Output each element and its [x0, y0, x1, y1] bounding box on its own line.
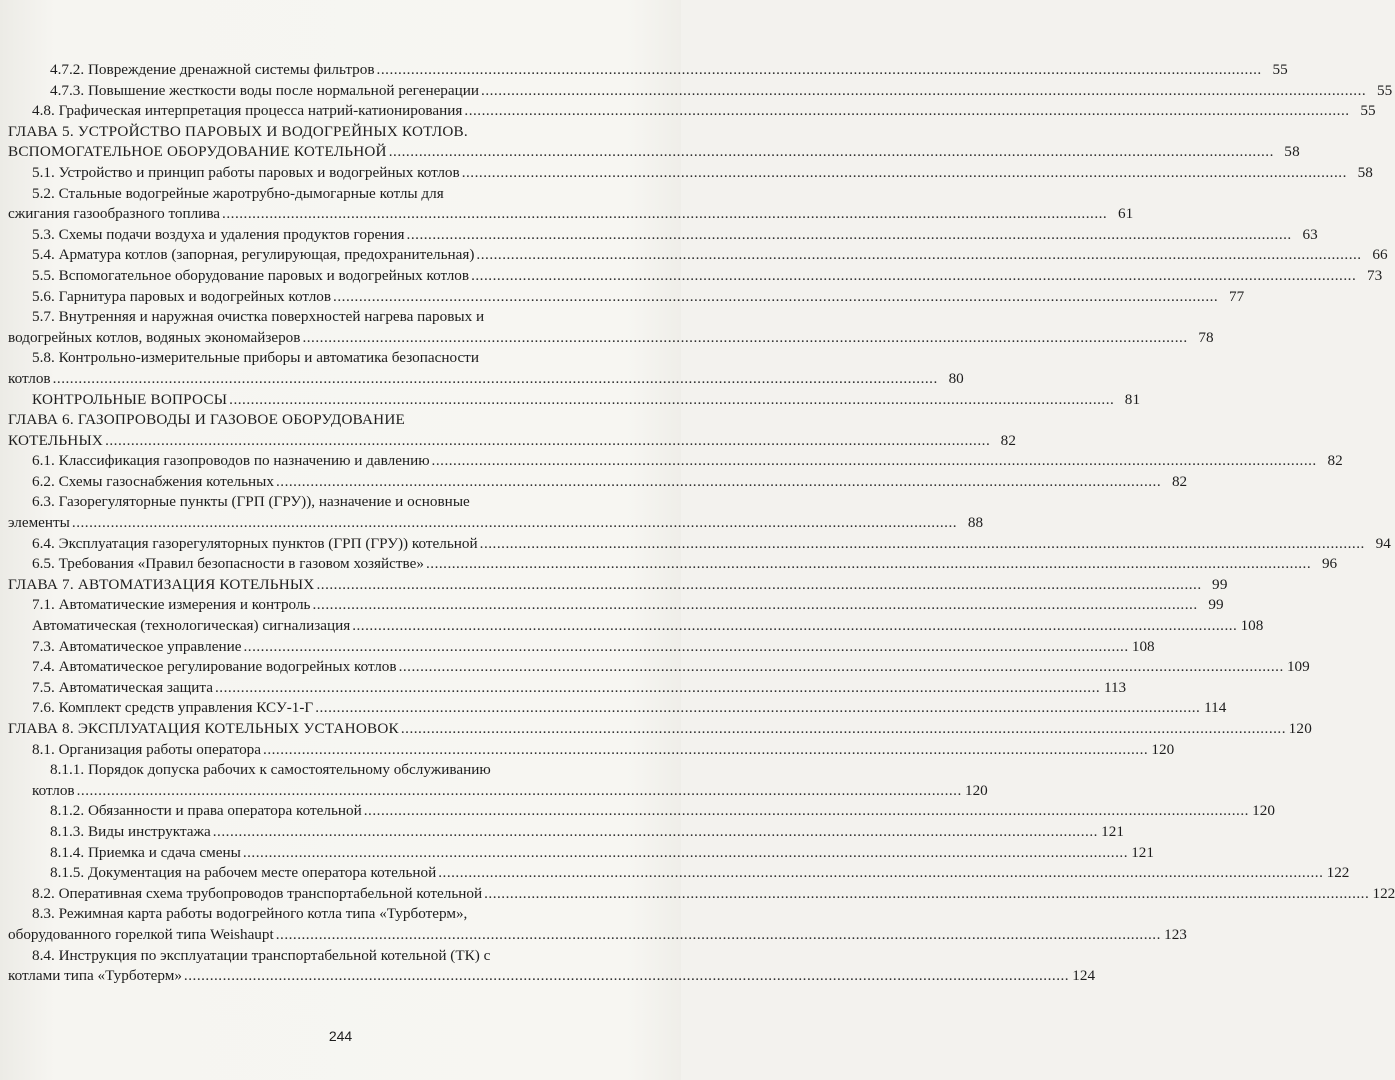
toc-entry [8, 863, 1350, 884]
toc-entry-title: 7.1. Автоматические измерения и контроль [32, 596, 311, 614]
toc-entry-page: 82 [1000, 431, 1017, 449]
leader-dots [352, 616, 1237, 637]
toc-entry-page: 122 [1372, 884, 1395, 902]
toc-entry-title-line2: водогрейных котлов, водяных экономайзеров [8, 328, 301, 346]
toc-entry-page: 122 [1326, 864, 1350, 882]
leader-dots [276, 472, 1161, 493]
toc-entry-title: 5.4. Арматура котлов (запорная, регулирующая, предохранительная) [32, 246, 475, 264]
toc-entry-page: 77 [1229, 287, 1245, 305]
toc-entry-title: 5.6. Гарнитура паровых и водогрейных котлов [32, 287, 332, 305]
leader-dots [438, 863, 1323, 884]
leader-dots [312, 595, 1197, 616]
toc-entry-title: 5.5. Вспомогательное оборудование паровых и водогрейных котлов [32, 266, 470, 284]
leader-dots [481, 81, 1366, 102]
toc-entry-page: 123 [1164, 925, 1187, 943]
toc-entry-title: 7.3. Автоматическое управление [32, 637, 242, 655]
leader-dots [432, 451, 1317, 472]
toc-entry [8, 884, 1395, 905]
toc-entry-page: 82 [1171, 472, 1188, 490]
toc-entry-title: 4.7.3. Повышение жесткости воды после нормальной регенерации [50, 81, 480, 99]
toc-entry [8, 637, 1155, 658]
toc-entry [8, 657, 1310, 678]
leader-dots [480, 534, 1365, 555]
toc-entry-page: 96 [1321, 555, 1338, 573]
toc-entry [8, 554, 1338, 575]
toc-entry [8, 390, 1141, 411]
toc-entry [8, 595, 1224, 616]
toc-entry-page: 108 [1131, 637, 1155, 655]
toc-entry-title: 6.1. Классификация газопроводов по назначению и давлению [32, 452, 430, 470]
toc-entry-page: 113 [1103, 678, 1127, 696]
toc-entry [8, 81, 1393, 102]
toc-entry [8, 781, 988, 802]
toc-entry-title: 8.2. Оперативная схема трубопроводов транспортабельной котельной [32, 884, 483, 902]
toc-entry-title: 7.5. Автоматическая защита [32, 678, 213, 696]
leader-dots [401, 719, 1286, 740]
toc-entry-title: Автоматическая (технологическая) сигнализация [32, 617, 351, 635]
toc-entry-page: 81 [1124, 390, 1141, 408]
leader-dots [333, 287, 1218, 308]
toc-entry-title-line1: 8.1.1. Порядок допуска рабочих к самостоятельному обслуживанию [50, 761, 491, 779]
toc-entry [8, 740, 1175, 761]
toc-entry-title-line1: 5.7. Внутренняя и наружная очистка поверхностей нагрева паровых и [32, 308, 485, 326]
toc-entry-page: 114 [1204, 699, 1227, 717]
toc-entry [8, 513, 984, 534]
leader-dots [53, 369, 938, 390]
toc-entry [8, 966, 1096, 987]
toc-entry-page: 66 [1372, 246, 1388, 264]
toc-chapter-title-line2: КОТЕЛЬНЫХ [8, 431, 104, 449]
leader-dots [229, 390, 1114, 411]
toc-entry [8, 266, 1383, 287]
toc-entry [8, 163, 1373, 184]
toc-chapter [8, 142, 1300, 163]
toc-entry [8, 698, 1227, 719]
toc-chapter-title-line1: ГЛАВА 5. УСТРОЙСТВО ПАРОВЫХ И ВОДОГРЕЙНЫХ КОТЛОВ. [8, 122, 468, 140]
leader-dots [105, 431, 990, 452]
toc-entry-title-line2: котлов [8, 369, 51, 387]
toc-entry-page: 82 [1327, 452, 1343, 470]
toc-entry-page: 55 [1360, 102, 1376, 120]
toc-chapter-title: ГЛАВА 8. ЭКСПЛУАТАЦИЯ КОТЕЛЬНЫХ УСТАНОВОК [8, 720, 399, 737]
toc-entry-title: 8.1.2. Обязанности и права оператора котельной [50, 802, 362, 820]
toc-entry-title: 7.4. Автоматическое регулирование водогрейных котлов [32, 658, 397, 676]
toc-entry-title-line1: 6.3. Газорегуляторные пункты (ГРП (ГРУ)), назначение и основные [32, 493, 470, 511]
toc-entry-page: 61 [1118, 205, 1134, 223]
toc-entry-page: 121 [1131, 843, 1154, 861]
leader-dots [471, 266, 1356, 287]
toc-entry [8, 822, 1124, 843]
toc-entry-title: 7.6. Комплект средств управления КСУ-1-Г [32, 699, 314, 717]
toc-entry-title-line2: котлами типа «Турботерм» [8, 967, 182, 985]
leader-dots [243, 843, 1128, 864]
toc-entry-title: 4.8. Графическая интерпретация процесса натрий-катионирования [32, 102, 463, 120]
toc-entry [8, 328, 1214, 349]
leader-dots [484, 884, 1369, 905]
toc-entry-page: 55 [1272, 61, 1288, 78]
toc-chapter [8, 431, 1017, 452]
toc-entry-title-line1: 8.3. Режимная карта работы водогрейного котла типа «Турботерм», [32, 905, 468, 923]
toc-entry-page: 55 [1377, 81, 1393, 99]
toc-entry-title: 8.1.4. Приемка и сдача смены [50, 843, 241, 861]
toc-entry-page: 78 [1198, 328, 1214, 346]
toc-entry-title: 8.1.5. Документация на рабочем месте оператора котельной [50, 864, 437, 882]
leader-dots [215, 678, 1100, 699]
leader-dots [302, 328, 1187, 349]
toc-entry-title: 5.3. Схемы подачи воздуха и удаления продуктов горения [32, 225, 405, 243]
toc-entry-title-line2: сжигания газообразного топлива [8, 205, 221, 223]
toc-entry-page: 88 [967, 514, 984, 532]
toc-chapter-title-line1: ГЛАВА 6. ГАЗОПРОВОДЫ И ГАЗОВОЕ ОБОРУДОВАНИЕ [8, 411, 405, 429]
toc-entry [8, 101, 1376, 122]
leader-dots [77, 781, 962, 802]
leader-dots [389, 142, 1274, 163]
leader-dots [72, 513, 957, 534]
toc-entry-page: 99 [1212, 575, 1228, 593]
toc-entry-page: 99 [1208, 596, 1224, 614]
leader-dots [407, 225, 1292, 246]
toc-entry-title: 5.1. Устройство и принцип работы паровых и водогрейных котлов [32, 163, 460, 181]
toc-entry-title-line1: 5.8. Контрольно-измерительные приборы и автоматика безопасности [32, 349, 479, 367]
toc-entry-title: 4.7.2. Повреждение дренажной системы фильтров [50, 61, 375, 78]
leader-dots [399, 657, 1284, 678]
toc-entry-title-line1: 8.4. Инструкция по эксплуатации транспортабельной котельной (ТК) с [32, 946, 491, 964]
toc-entry-page: 124 [1072, 967, 1096, 985]
toc-entry [8, 204, 1134, 225]
toc-entry-title: 8.1.3. Виды инструктажа [50, 822, 211, 840]
toc-entry-page: 73 [1367, 266, 1383, 284]
toc-entry [8, 616, 1264, 637]
toc-entry-page: 120 [1288, 720, 1313, 737]
leader-dots [476, 245, 1361, 266]
toc-entry [8, 225, 1318, 246]
toc-entry-page: 58 [1284, 143, 1300, 161]
toc-entry-title: 8.1. Организация работы оператора [32, 740, 262, 758]
toc-entry-page: 94 [1375, 534, 1391, 552]
toc-entry [8, 472, 1188, 493]
leader-dots [276, 925, 1161, 946]
toc-entry-page: 120 [964, 781, 988, 799]
toc-entry [8, 287, 1245, 308]
leader-dots [316, 575, 1201, 596]
toc-entry-page: 63 [1302, 225, 1318, 243]
toc-entry [8, 451, 1343, 472]
page-number: 244 [328, 1028, 353, 1044]
leader-dots [315, 698, 1200, 719]
toc-entry-page: 58 [1357, 163, 1373, 181]
toc-entry-page: 80 [948, 369, 964, 387]
toc-entry-title-line2: оборудованного горелкой типа Weishaupt [8, 925, 274, 943]
table-of-contents [8, 60, 1395, 987]
toc-entry-title: 6.4. Эксплуатация газорегуляторных пунктов (ГРП (ГРУ)) котельной [32, 534, 478, 552]
toc-entry-title-line2: котлов [32, 781, 75, 799]
leader-dots [263, 740, 1148, 761]
toc-chapter [8, 719, 1313, 740]
toc-entry-title: КОНТРОЛЬНЫЕ ВОПРОСЫ [32, 390, 228, 408]
leader-dots [364, 801, 1249, 822]
leader-dots [213, 822, 1098, 843]
toc-entry-title: 6.5. Требования «Правил безопасности в газовом хозяйстве» [32, 555, 424, 573]
toc-entry [8, 534, 1391, 555]
toc-entry [8, 925, 1187, 946]
leader-dots [377, 60, 1262, 81]
leader-dots [426, 554, 1311, 575]
toc-entry [8, 678, 1127, 699]
leader-dots [464, 101, 1349, 122]
toc-entry-page: 120 [1252, 802, 1275, 820]
toc-chapter-title: ГЛАВА 7. АВТОМАТИЗАЦИЯ КОТЕЛЬНЫХ [8, 575, 315, 593]
leader-dots [462, 163, 1347, 184]
toc-entry [8, 245, 1388, 266]
leader-dots [184, 966, 1069, 987]
toc-entry-title: 6.2. Схемы газоснабжения котельных [32, 472, 274, 490]
toc-entry-title-line2: элементы [8, 514, 70, 532]
leader-dots [243, 637, 1128, 658]
toc-entry-page: 120 [1151, 740, 1175, 758]
toc-entry [8, 60, 1288, 81]
toc-entry [8, 801, 1275, 822]
toc-entry [8, 843, 1154, 864]
toc-entry-page: 108 [1240, 617, 1264, 635]
toc-chapter-title-line2: ВСПОМОГАТЕЛЬНОЕ ОБОРУДОВАНИЕ КОТЕЛЬНОЙ [8, 143, 387, 161]
leader-dots [222, 204, 1107, 225]
toc-chapter [8, 575, 1228, 596]
toc-entry-title-line1: 5.2. Стальные водогрейные жаротрубно-дымогарные котлы для [32, 184, 444, 202]
toc-entry-page: 109 [1286, 658, 1310, 676]
toc-entry-page: 121 [1101, 822, 1124, 840]
toc-entry [8, 369, 964, 390]
